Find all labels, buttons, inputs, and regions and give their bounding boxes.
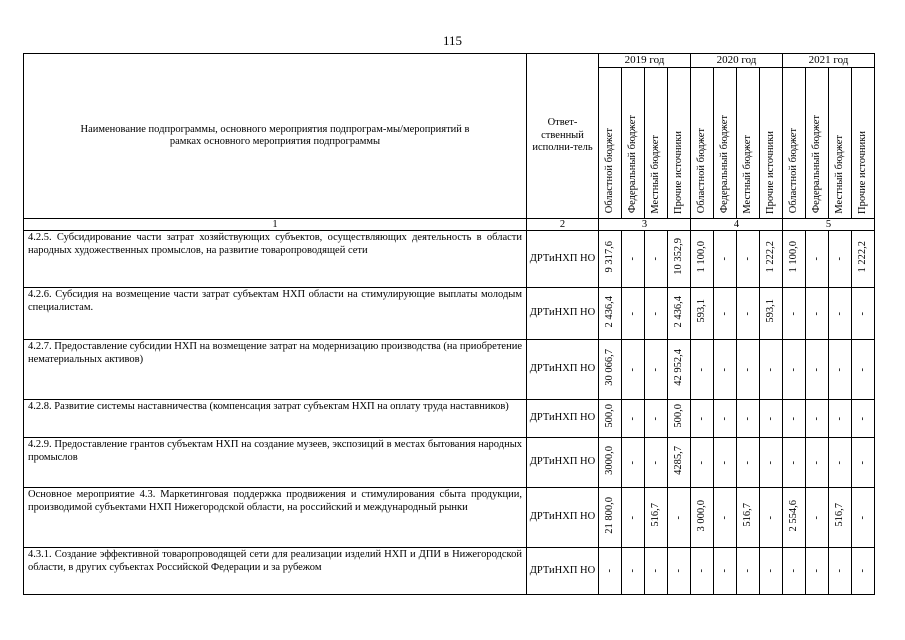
row-value-cell <box>668 340 691 400</box>
row-value: - <box>787 460 799 465</box>
row-value-cell <box>829 400 852 438</box>
row-value-cell <box>806 288 829 340</box>
header-source-label: Прочие источники <box>857 130 868 214</box>
row-value: - <box>833 367 845 372</box>
row-value-cell <box>599 548 622 595</box>
row-value-cell <box>622 438 645 488</box>
row-responsible: ДРТиНХП НО <box>527 340 599 400</box>
header-source-cell <box>783 68 806 219</box>
row-value: - <box>856 460 868 465</box>
header-source-label: Прочие источники <box>673 130 684 214</box>
row-value-cell <box>645 340 668 400</box>
row-name: 4.2.5. Субсидирование части затрат хозяйствующих субъектов, осуществляющих деятельность в области народных художественных промыслов, на развитие товаропроводящей сети <box>24 231 527 288</box>
row-value: - <box>810 311 822 316</box>
row-value-cell <box>622 548 645 595</box>
row-value: - <box>626 569 638 573</box>
row-value: - <box>626 416 638 421</box>
row-value: - <box>695 569 707 573</box>
row-value: - <box>718 311 730 316</box>
header-source-cell <box>714 68 737 219</box>
row-value-cell <box>852 438 875 488</box>
header-name: Наименование подпрограммы, основного мероприятия подпрограм-мы/мероприятий в рамках основного мероприятия подпрограммы <box>24 54 527 219</box>
row-value-cell <box>737 340 760 400</box>
row-value: - <box>810 569 822 573</box>
header-source-label: Прочие источники <box>765 130 776 214</box>
row-value-cell <box>806 340 829 400</box>
row-value: - <box>626 311 638 316</box>
row-value: - <box>764 569 776 573</box>
row-value-cell <box>622 340 645 400</box>
row-value: - <box>626 515 638 520</box>
row-value: 4285,7 <box>672 445 684 475</box>
table-row <box>24 438 875 488</box>
header-source-cell <box>852 68 875 219</box>
row-value: - <box>672 569 684 573</box>
row-value-cell <box>668 231 691 288</box>
row-value: - <box>626 367 638 372</box>
row-value: - <box>695 367 707 372</box>
row-value-cell <box>737 438 760 488</box>
row-value-cell <box>829 548 852 595</box>
table-row <box>24 488 875 548</box>
row-value-cell <box>714 400 737 438</box>
row-value-cell <box>622 400 645 438</box>
row-value-cell <box>622 488 645 548</box>
row-value-cell <box>691 288 714 340</box>
table-row <box>24 231 875 288</box>
row-value-cell <box>645 548 668 595</box>
col-number-3: 3 <box>599 219 691 231</box>
row-value-cell <box>599 438 622 488</box>
row-value-cell <box>760 231 783 288</box>
row-responsible: ДРТиНХП НО <box>527 231 599 288</box>
row-value: 593,1 <box>764 299 776 324</box>
row-value-cell <box>852 231 875 288</box>
row-value-cell <box>691 231 714 288</box>
row-value: - <box>810 257 822 261</box>
row-value-cell <box>760 340 783 400</box>
row-value: 10 352,9 <box>672 238 684 276</box>
row-value: - <box>718 569 730 573</box>
row-value-cell <box>599 488 622 548</box>
row-value: - <box>741 367 753 372</box>
row-value-cell <box>599 340 622 400</box>
row-value-cell <box>668 288 691 340</box>
row-value: - <box>718 257 730 261</box>
row-value: - <box>856 416 868 421</box>
page-number: 115 <box>442 33 463 48</box>
row-value-cell <box>645 438 668 488</box>
header-source-label: Областной бюджет <box>604 128 615 214</box>
row-value-cell <box>714 438 737 488</box>
row-value: - <box>672 515 684 520</box>
row-value: 2 436,4 <box>672 295 684 327</box>
row-value-cell <box>760 548 783 595</box>
row-value: 516,7 <box>649 503 661 528</box>
row-value: 30 066,7 <box>603 348 615 386</box>
row-value-cell <box>714 548 737 595</box>
row-value-cell <box>783 438 806 488</box>
row-value: 1 100,0 <box>695 241 707 273</box>
row-value: - <box>833 416 845 421</box>
row-value-cell <box>622 231 645 288</box>
row-value-cell <box>622 288 645 340</box>
header-year-2020: 2020 год <box>691 54 783 68</box>
header-source-cell <box>691 68 714 219</box>
row-value-cell <box>737 400 760 438</box>
row-value-cell <box>783 488 806 548</box>
header-source-cell <box>829 68 852 219</box>
row-value: - <box>764 460 776 465</box>
row-responsible: ДРТиНХП НО <box>527 438 599 488</box>
header-source-cell <box>645 68 668 219</box>
row-value-cell <box>737 488 760 548</box>
row-value-cell <box>806 488 829 548</box>
header-source-cell <box>737 68 760 219</box>
row-value: - <box>649 416 661 421</box>
row-value-cell <box>783 340 806 400</box>
header-source-cell <box>760 68 783 219</box>
row-value-cell <box>852 288 875 340</box>
row-name: 4.2.9. Предоставление грантов субъектам НХП на создание музеев, экспозиций в местах бытования народных промыслов <box>24 438 527 488</box>
table-row <box>24 548 875 595</box>
row-value: 21 800,0 <box>603 496 615 534</box>
row-value-cell <box>668 488 691 548</box>
col-number-1: 1 <box>24 219 527 231</box>
row-value-cell <box>852 400 875 438</box>
row-value: - <box>695 460 707 465</box>
row-value-cell <box>829 231 852 288</box>
row-value: - <box>856 311 868 316</box>
row-value-cell <box>645 400 668 438</box>
col-number-2: 2 <box>527 219 599 231</box>
row-value: 500,0 <box>672 404 684 429</box>
row-value-cell <box>806 548 829 595</box>
col-number-5: 5 <box>783 219 875 231</box>
row-value-cell <box>691 340 714 400</box>
row-value-cell <box>783 400 806 438</box>
row-value-cell <box>668 400 691 438</box>
row-value: - <box>787 569 799 573</box>
row-value: - <box>741 569 753 573</box>
row-value: 3000,0 <box>603 445 615 475</box>
row-value: - <box>764 515 776 520</box>
row-value: - <box>626 257 638 261</box>
row-value-cell <box>645 231 668 288</box>
row-value: - <box>695 416 707 421</box>
row-value-cell <box>783 548 806 595</box>
row-value-cell <box>783 288 806 340</box>
row-value: 516,7 <box>833 503 845 528</box>
row-value-cell <box>806 231 829 288</box>
header-source-cell <box>599 68 622 219</box>
row-name: 4.2.8. Развитие системы наставничества (компенсация затрат субъектам НХП на оплату труда наставников) <box>24 400 527 438</box>
row-value: 516,7 <box>741 503 753 528</box>
header-source-label: Местный бюджет <box>650 134 661 214</box>
row-value: 1 222,2 <box>856 241 868 273</box>
row-value: - <box>833 257 845 261</box>
row-value-cell <box>806 438 829 488</box>
row-value: 1 100,0 <box>787 241 799 273</box>
row-value: - <box>810 515 822 520</box>
row-value: - <box>856 515 868 520</box>
row-value: - <box>718 460 730 465</box>
row-value-cell <box>829 438 852 488</box>
row-value-cell <box>599 400 622 438</box>
row-value: - <box>856 569 868 573</box>
row-value: - <box>649 460 661 465</box>
row-value-cell <box>691 438 714 488</box>
table-row <box>24 288 875 340</box>
row-value-cell <box>668 438 691 488</box>
row-value: - <box>626 460 638 465</box>
row-value-cell <box>760 438 783 488</box>
row-value: 2 436,4 <box>603 295 615 327</box>
row-value-cell <box>806 400 829 438</box>
row-value: - <box>787 416 799 421</box>
row-value-cell <box>645 288 668 340</box>
header-source-cell <box>622 68 645 219</box>
row-value: - <box>649 367 661 372</box>
header-source-label: Федеральный бюджет <box>627 115 638 214</box>
row-value-cell <box>714 231 737 288</box>
row-value-cell <box>737 548 760 595</box>
row-value-cell <box>668 548 691 595</box>
row-value-cell <box>829 488 852 548</box>
row-value-cell <box>737 288 760 340</box>
row-value: 3 000,0 <box>695 499 707 531</box>
row-name: 4.2.7. Предоставление субсидии НХП на возмещение затрат на модернизацию производства (на приобретение нематериальных активов) <box>24 340 527 400</box>
row-value: - <box>718 367 730 372</box>
header-source-cell <box>806 68 829 219</box>
row-value: - <box>649 311 661 316</box>
row-value: - <box>787 367 799 372</box>
row-value: 2 554,6 <box>787 499 799 531</box>
row-responsible: ДРТиНХП НО <box>527 400 599 438</box>
row-value-cell <box>829 340 852 400</box>
row-value: - <box>833 460 845 465</box>
header-source-label: Областной бюджет <box>788 128 799 214</box>
row-value: - <box>810 416 822 421</box>
row-value-cell <box>737 231 760 288</box>
row-value-cell <box>691 488 714 548</box>
row-value-cell <box>760 288 783 340</box>
row-value-cell <box>852 340 875 400</box>
row-value-cell <box>714 288 737 340</box>
row-value: - <box>764 416 776 421</box>
row-responsible: ДРТиНХП НО <box>527 288 599 340</box>
row-value-cell <box>783 231 806 288</box>
col-number-4: 4 <box>691 219 783 231</box>
header-responsible: Ответ-ственный исполни-тель <box>527 54 599 219</box>
row-value: 9 317,6 <box>603 241 615 273</box>
header-year-2019: 2019 год <box>599 54 691 68</box>
row-value-cell <box>691 400 714 438</box>
row-value-cell <box>599 231 622 288</box>
row-value: - <box>856 367 868 372</box>
header-year-2021: 2021 год <box>783 54 875 68</box>
row-value-cell <box>760 488 783 548</box>
header-source-label: Областной бюджет <box>696 128 707 214</box>
row-value: - <box>649 257 661 261</box>
row-responsible: ДРТиНХП НО <box>527 548 599 595</box>
row-value: - <box>741 257 753 261</box>
row-value: - <box>718 515 730 520</box>
row-name: 4.2.6. Субсидия на возмещение части затрат субъектам НХП области на стимулирующие выплаты молодым специалистам. <box>24 288 527 340</box>
row-value-cell <box>760 400 783 438</box>
row-value-cell <box>599 288 622 340</box>
row-value-cell <box>852 548 875 595</box>
row-value-cell <box>645 488 668 548</box>
header-source-label: Федеральный бюджет <box>811 115 822 214</box>
header-source-label: Местный бюджет <box>742 134 753 214</box>
header-source-label: Местный бюджет <box>834 134 845 214</box>
row-value-cell <box>852 488 875 548</box>
row-value: - <box>741 460 753 465</box>
row-value: 1 222,2 <box>764 241 776 273</box>
row-value: 42 952,4 <box>672 348 684 386</box>
row-value: - <box>741 416 753 421</box>
row-value: 500,0 <box>603 404 615 429</box>
row-responsible: ДРТиНХП НО <box>527 488 599 548</box>
row-name: Основное мероприятие 4.3. Маркетинговая поддержка продвижения и стимулирования сбыта продукции, производимой субъектами НХП Нижегородской области, на российский и международный рынки <box>24 488 527 548</box>
header-source-label: Федеральный бюджет <box>719 115 730 214</box>
row-value: - <box>718 416 730 421</box>
row-value-cell <box>691 548 714 595</box>
table-row <box>24 400 875 438</box>
row-value: - <box>741 311 753 316</box>
row-value: - <box>810 367 822 372</box>
header-source-cell <box>668 68 691 219</box>
row-value: - <box>649 569 661 573</box>
row-value: - <box>603 569 615 573</box>
budget-table <box>23 53 875 595</box>
row-value-cell <box>829 288 852 340</box>
row-value-cell <box>714 340 737 400</box>
row-value: - <box>833 311 845 316</box>
row-value: - <box>787 311 799 316</box>
row-value: - <box>810 460 822 465</box>
row-value: 593,1 <box>695 299 707 324</box>
row-name: 4.3.1. Создание эффективной товаропроводящей сети для реализации изделий НХП и ДПИ в Нижегородской области, в других субъектах Российской Федерации и за рубежом <box>24 548 527 595</box>
row-value-cell <box>714 488 737 548</box>
row-value: - <box>764 367 776 372</box>
table-row <box>24 340 875 400</box>
row-value: - <box>833 569 845 573</box>
